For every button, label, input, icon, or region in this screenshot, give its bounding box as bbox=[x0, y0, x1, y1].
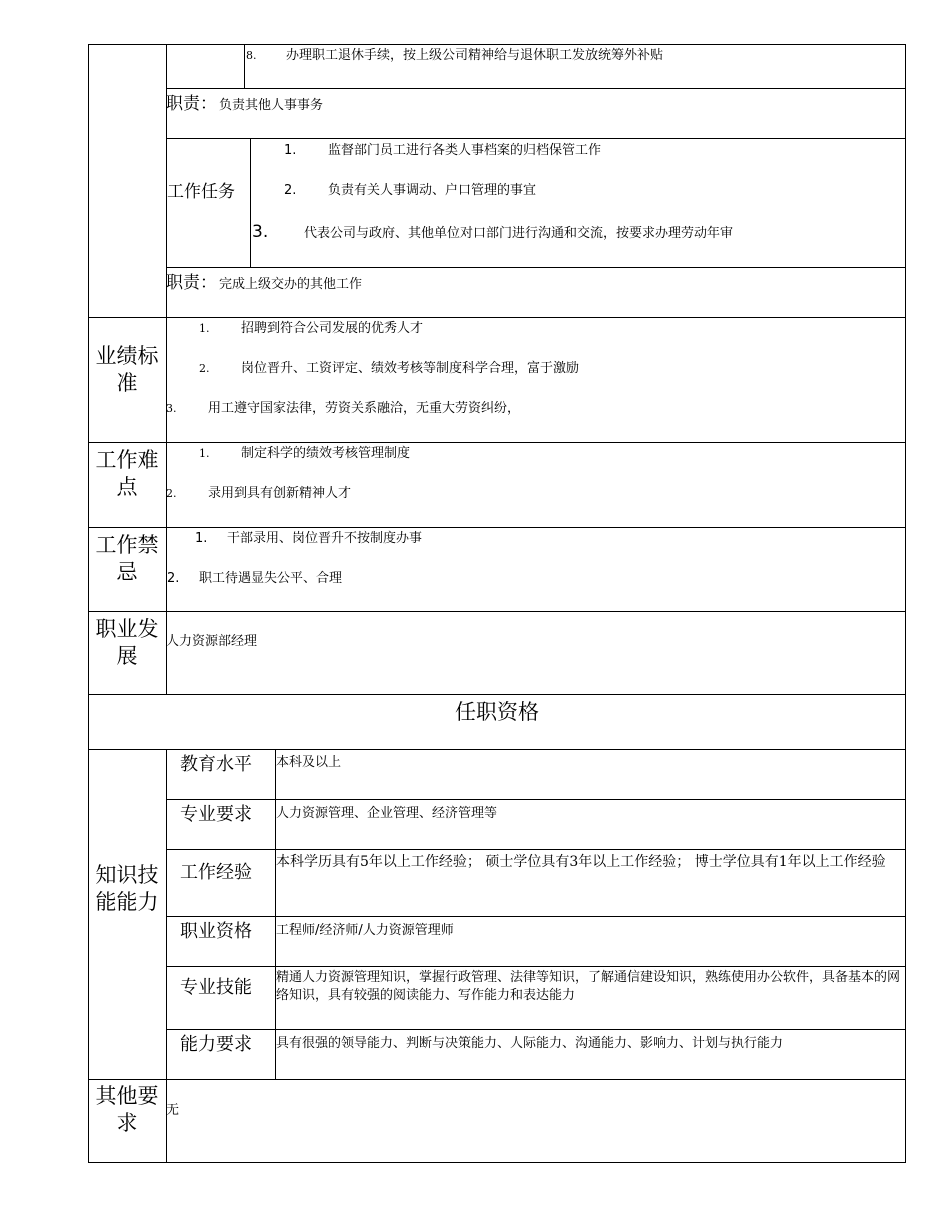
row-divider bbox=[88, 442, 906, 443]
task-item: 3. 代表公司与政府、其他单位对口部门进行沟通和交流，按要求办理劳动年审 bbox=[252, 222, 734, 242]
row-divider bbox=[88, 749, 906, 750]
qualification-value: 工程师/经济师/人力资源管理师 bbox=[276, 923, 454, 938]
qualification-label: 专业技能 bbox=[180, 977, 252, 998]
qualification-value: 本科学历具有5年以上工作经验； 硕士学位具有3年以上工作经验； 博士学位具有1年以上工作经验 bbox=[276, 854, 886, 870]
other-requirements-label: 其他要求 bbox=[95, 1084, 159, 1135]
row-divider bbox=[88, 1079, 906, 1080]
qualification-label: 能力要求 bbox=[180, 1034, 252, 1055]
row-divider bbox=[166, 966, 906, 967]
qualification-value: 具有很强的领导能力、判断与决策能力、人际能力、沟通能力、影响力、计划与执行能力 bbox=[276, 1036, 784, 1051]
qualification-label: 工作经验 bbox=[180, 862, 252, 883]
difficulty-item: 1. 制定科学的绩效考核管理制度 bbox=[199, 446, 411, 461]
task-item: 1. 监督部门员工进行各类人事档案的归档保管工作 bbox=[284, 143, 602, 158]
row-divider bbox=[88, 694, 906, 695]
knowledge-skills-label: 知识技能能力 bbox=[95, 863, 159, 914]
other-requirements-value: 无 bbox=[166, 1103, 180, 1118]
performance-item: 1. 招聘到符合公司发展的优秀人才 bbox=[199, 321, 424, 336]
task-item: 2. 负责有关人事调动、户口管理的事宜 bbox=[284, 183, 537, 198]
tasks-label: 工作任务 bbox=[167, 182, 235, 202]
qualification-label: 职业资格 bbox=[180, 921, 252, 942]
row-divider bbox=[166, 1029, 906, 1030]
qualification-value: 本科及以上 bbox=[276, 755, 342, 770]
task-item: 8. 办理职工退休手续，按上级公司精神给与退休职工发放统筹外补贴 bbox=[246, 48, 664, 63]
performance-item: 3. 用工遵守国家法律，劳资关系融洽，无重大劳资纠纷， bbox=[166, 401, 521, 416]
duty-label: 职责： bbox=[166, 94, 217, 114]
qualification-label: 教育水平 bbox=[180, 754, 252, 775]
career-value: 人力资源部经理 bbox=[166, 634, 258, 649]
performance-item: 2. 岗位晋升、工资评定、绩效考核等制度科学合理，富于激励 bbox=[199, 361, 580, 376]
row-divider bbox=[88, 317, 906, 318]
row-divider bbox=[166, 799, 906, 800]
column-divider bbox=[250, 138, 251, 267]
row-divider bbox=[166, 267, 906, 268]
performance-label: 业绩标准 bbox=[95, 344, 159, 395]
qualification-label: 专业要求 bbox=[180, 804, 252, 825]
column-divider bbox=[166, 44, 167, 694]
difficulty-item: 2. 录用到具有创新精神人才 bbox=[166, 486, 352, 501]
column-divider bbox=[166, 749, 167, 1163]
taboo-item: 1. 干部录用、岗位晋升不按制度办事 bbox=[195, 531, 423, 546]
row-divider bbox=[166, 916, 906, 917]
taboos-label: 工作禁忌 bbox=[95, 533, 159, 584]
column-divider bbox=[275, 749, 276, 1079]
qualification-value: 精通人力资源管理知识，掌握行政管理、法律等知识，了解通信建设知识，熟练使用办公软件，具备基本的网络知识，具有较强的阅读能力、写作能力和表达能力 bbox=[276, 970, 901, 1003]
duty-row-other-hr: 职责： 负责其他人事事务 bbox=[166, 94, 324, 114]
row-divider bbox=[88, 611, 906, 612]
taboo-item: 2. 职工待遇显失公平、合理 bbox=[167, 571, 343, 586]
column-divider bbox=[244, 44, 245, 88]
duty-row-other-work: 职责： 完成上级交办的其他工作 bbox=[166, 273, 363, 293]
qualification-value: 人力资源管理、企业管理、经济管理等 bbox=[276, 806, 498, 821]
row-divider bbox=[166, 849, 906, 850]
row-divider bbox=[166, 138, 906, 139]
row-divider bbox=[88, 527, 906, 528]
duty-label: 职责： bbox=[166, 273, 217, 293]
career-label: 职业发展 bbox=[95, 617, 159, 668]
row-divider bbox=[166, 88, 906, 89]
difficulties-label: 工作难点 bbox=[95, 448, 159, 499]
qualifications-title: 任职资格 bbox=[455, 700, 539, 724]
